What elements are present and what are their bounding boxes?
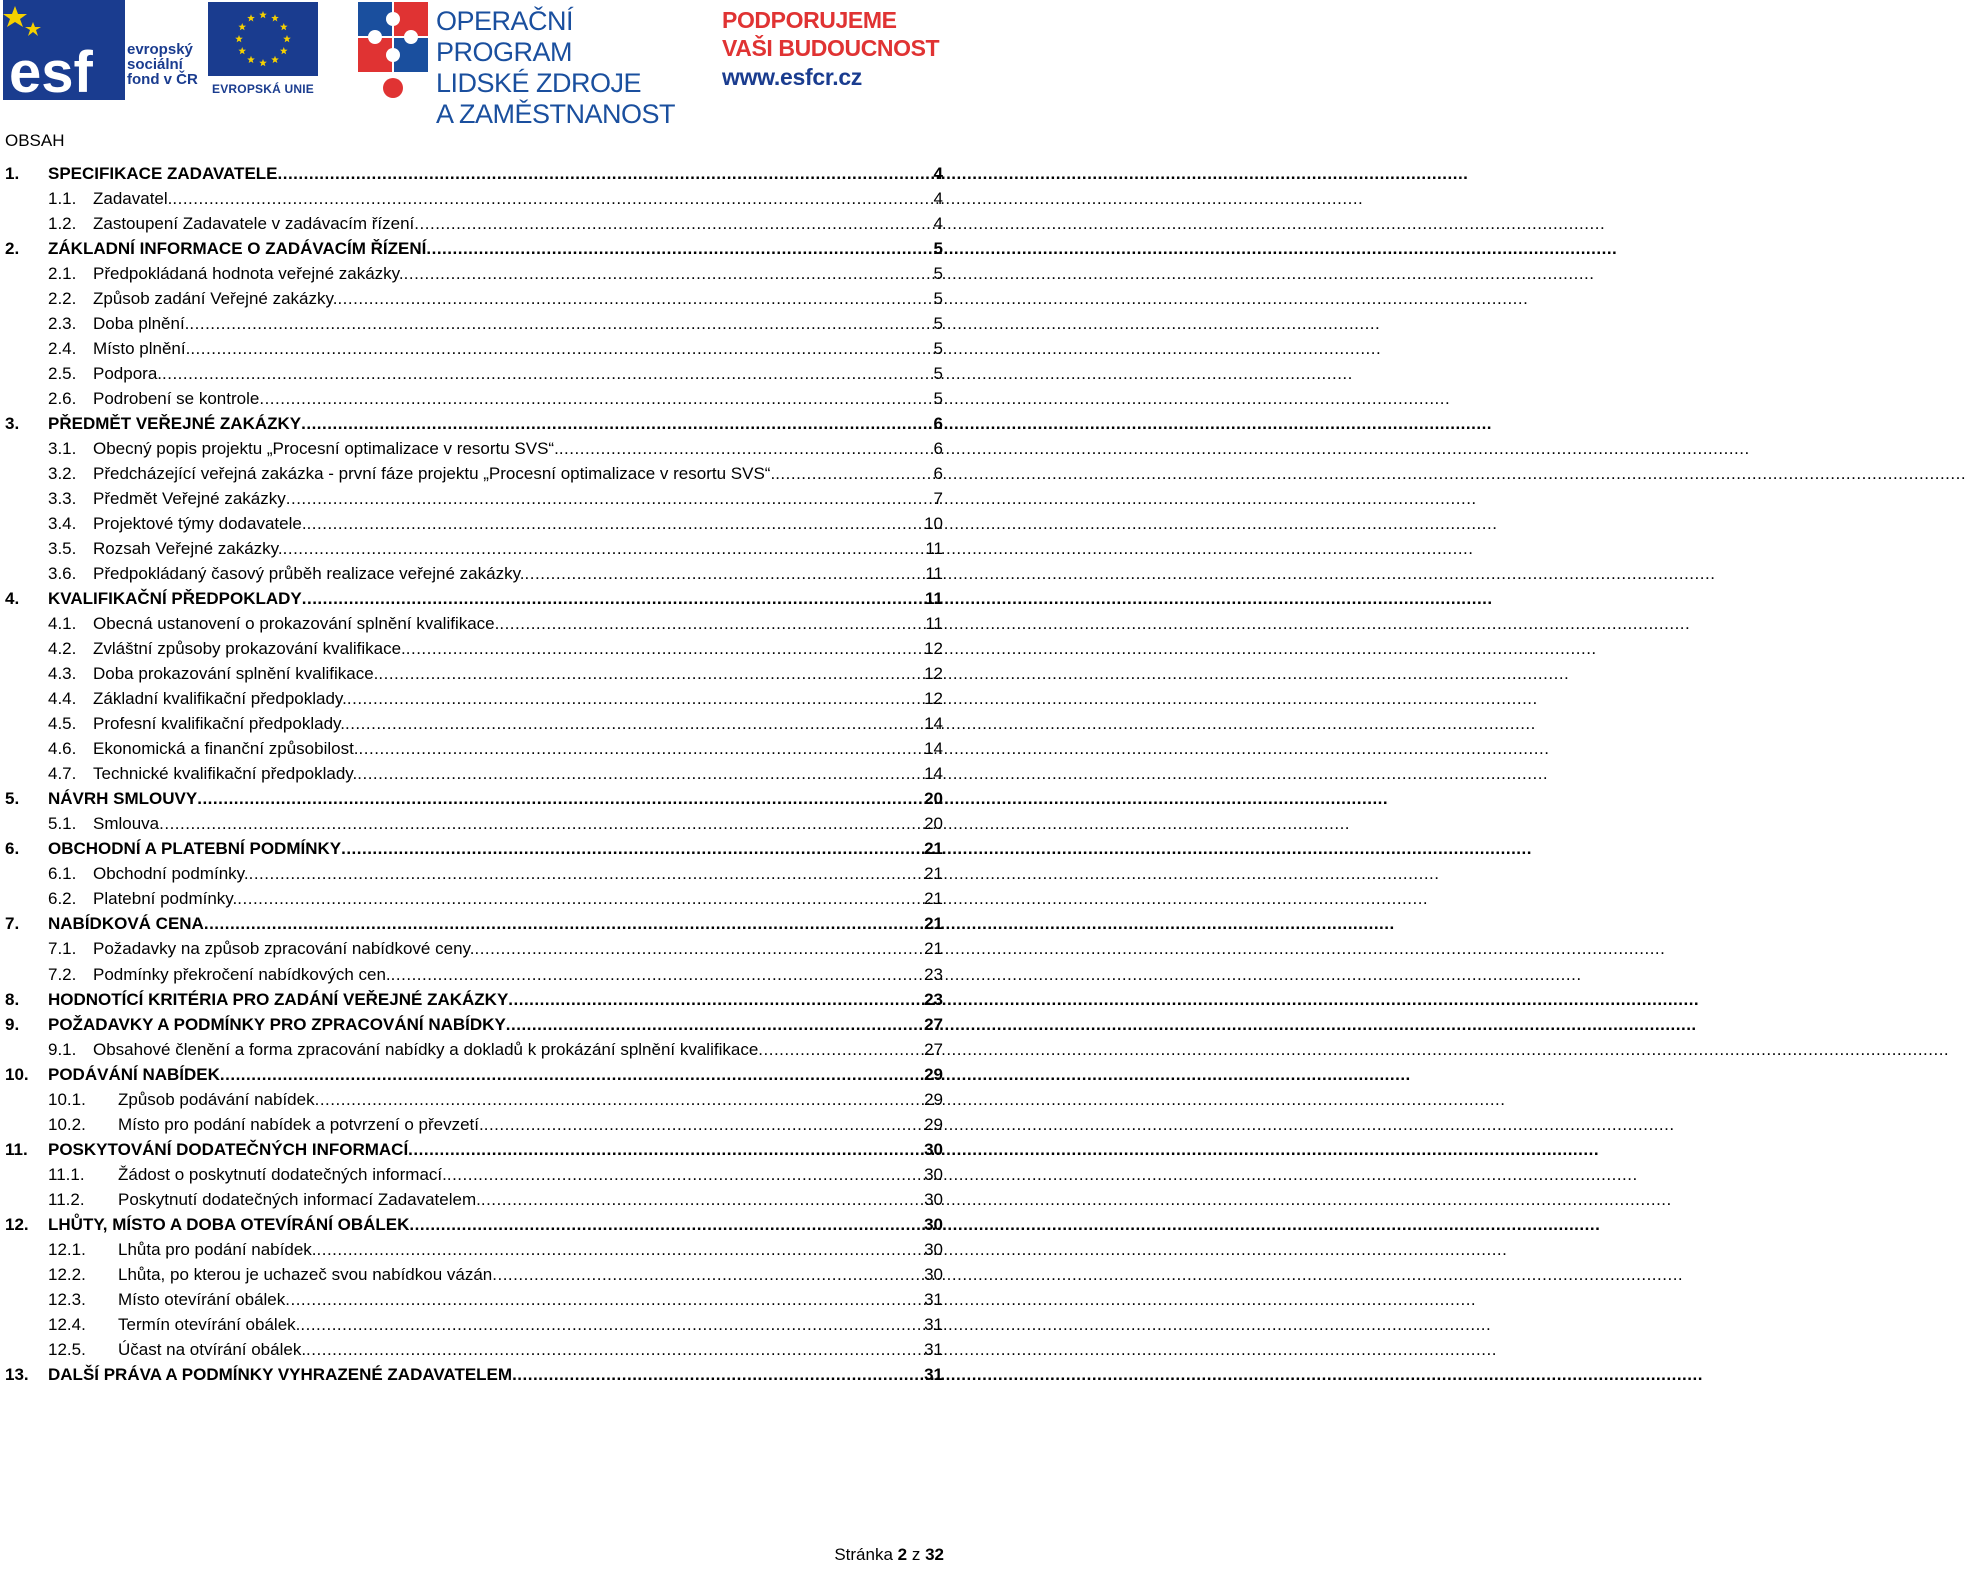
toc-entry-number: 7.1. bbox=[48, 939, 77, 959]
toc-entry-title: Účast na otvírání obálek. bbox=[118, 1339, 307, 1359]
toc-dot-leader bbox=[506, 1012, 921, 1037]
toc-entry[interactable] bbox=[5, 1137, 943, 1162]
toc-entry-page: 20 bbox=[924, 789, 943, 809]
toc-entry[interactable] bbox=[5, 436, 943, 461]
toc-entry-title: Místo plnění. bbox=[93, 339, 191, 359]
toc-entry[interactable] bbox=[5, 711, 943, 736]
header-logos bbox=[0, 0, 960, 129]
toc-entry-page: 5 bbox=[933, 339, 943, 359]
toc-entry-page: 14 bbox=[924, 714, 943, 734]
footer-separator: z bbox=[911, 1545, 921, 1564]
toc-entry-page: 6 bbox=[933, 464, 943, 484]
toc-entry-page: 10 bbox=[924, 514, 943, 534]
toc-dot-leader bbox=[162, 361, 931, 386]
toc-entry-page: 11 bbox=[925, 589, 943, 609]
toc-entry-page: 23 bbox=[924, 989, 943, 1009]
toc-entry[interactable] bbox=[5, 1362, 943, 1387]
toc-entry[interactable] bbox=[5, 936, 943, 961]
toc-entry-number: 1.2. bbox=[48, 214, 77, 234]
toc-entry-number: 6.2. bbox=[48, 889, 77, 909]
esf-logo-mark bbox=[3, 0, 125, 105]
toc-dot-leader bbox=[259, 386, 930, 411]
toc-entry-page: 21 bbox=[924, 864, 943, 884]
toc-entry-page: 30 bbox=[924, 1189, 943, 1209]
toc-entry-number: 3.6. bbox=[48, 564, 77, 584]
table-of-contents bbox=[5, 161, 943, 1387]
toc-dot-leader bbox=[408, 1137, 921, 1162]
toc-entry-page: 21 bbox=[924, 889, 943, 909]
toc-entry-number: 12.4. bbox=[48, 1314, 86, 1334]
svg-text:esf: esf bbox=[9, 40, 93, 105]
toc-entry-number: 12.5. bbox=[48, 1339, 86, 1359]
toc-entry-page: 31 bbox=[924, 1339, 943, 1359]
toc-entry-title: POŽADAVKY A PODMÍNKY PRO ZPRACOVÁNÍ NABÍDKY bbox=[48, 1014, 506, 1034]
toc-entry-number: 2.2. bbox=[48, 289, 77, 309]
toc-dot-leader bbox=[347, 686, 921, 711]
toc-entry-number: 3.3. bbox=[48, 489, 77, 509]
toc-entry-number: 2.5. bbox=[48, 364, 77, 384]
toc-dot-leader bbox=[190, 336, 930, 361]
toc-entry-number: 3.4. bbox=[48, 514, 77, 534]
toc-entry-number: 3.1. bbox=[48, 439, 77, 459]
support-line2: VAŠI BUDOUCNOST bbox=[722, 35, 940, 61]
toc-entry-title: OBCHODNÍ A PLATEBNÍ PODMÍNKY bbox=[48, 839, 342, 859]
toc-entry-number: 2.4. bbox=[48, 339, 77, 359]
toc-entry-title: Obchodní podmínky. bbox=[93, 864, 249, 884]
toc-entry-page: 30 bbox=[924, 1214, 943, 1234]
esf-line3: fond v ČR bbox=[127, 71, 198, 88]
toc-entry-title: Místo otevírání obálek bbox=[118, 1289, 286, 1309]
toc-dot-leader bbox=[359, 736, 922, 761]
toc-entry-number: 4.1. bbox=[48, 614, 77, 634]
toc-dot-leader bbox=[525, 561, 923, 586]
toc-entry[interactable] bbox=[5, 236, 943, 261]
toc-entry-title: Předpokládaný časový průběh realizace veřejné zakázky. bbox=[93, 564, 525, 584]
toc-entry-number: 4.6. bbox=[48, 739, 77, 759]
toc-entry-title: HODNOTÍCÍ KRITÉRIA PRO ZADÁNÍ VEŘEJNÉ ZAKÁZKY bbox=[48, 989, 509, 1009]
toc-entry-page: 21 bbox=[924, 914, 943, 934]
toc-entry[interactable] bbox=[5, 186, 943, 211]
toc-dot-leader bbox=[345, 711, 921, 736]
toc-dot-leader bbox=[283, 536, 923, 561]
toc-entry-page: 4 bbox=[933, 189, 943, 209]
toc-entry-title: Smlouva bbox=[93, 814, 160, 834]
toc-entry-title: Podrobení se kontrole bbox=[93, 389, 260, 409]
toc-entry[interactable] bbox=[5, 1012, 943, 1037]
toc-dot-leader bbox=[249, 861, 921, 886]
toc-dot-leader bbox=[499, 611, 922, 636]
footer-prefix: Stránka bbox=[834, 1545, 893, 1564]
toc-entry-title: Zadavatel. bbox=[93, 189, 173, 209]
op-line1: OPERAČNÍ PROGRAM bbox=[436, 6, 574, 67]
toc-entry[interactable] bbox=[5, 1187, 943, 1212]
op-logo bbox=[358, 0, 688, 129]
toc-dot-leader bbox=[508, 987, 921, 1012]
eu-logo bbox=[208, 2, 318, 102]
toc-dot-leader bbox=[159, 811, 921, 836]
toc-entry-title: Podmínky překročení nabídkových cen. bbox=[93, 964, 391, 984]
toc-entry-title: Lhůta pro podání nabídek. bbox=[118, 1239, 317, 1259]
toc-entry-title: Termín otevírání obálek. bbox=[118, 1314, 301, 1334]
footer-current-page: 2 bbox=[897, 1545, 908, 1564]
toc-entry-page: 21 bbox=[924, 839, 943, 859]
toc-dot-leader bbox=[357, 761, 921, 786]
puzzle-icon bbox=[358, 0, 430, 100]
toc-entry-number: 7.2. bbox=[48, 964, 77, 984]
toc-entry-number: 10. bbox=[5, 1064, 29, 1084]
toc-entry-number: 11.1. bbox=[48, 1164, 85, 1184]
toc-entry-number: 4.7. bbox=[48, 764, 77, 784]
toc-entry-title: Profesní kvalifikační předpoklady. bbox=[93, 714, 345, 734]
toc-entry-page: 27 bbox=[924, 1039, 943, 1059]
toc-entry[interactable] bbox=[5, 586, 943, 611]
toc-dot-leader bbox=[406, 636, 921, 661]
op-logo-text bbox=[436, 6, 688, 130]
toc-entry-number: 3. bbox=[5, 414, 20, 434]
toc-entry-title: Obecná ustanovení o prokazování splnění kvalifikace. bbox=[93, 614, 500, 634]
toc-entry-page: 4 bbox=[933, 214, 943, 234]
toc-dot-leader bbox=[409, 1212, 921, 1237]
toc-entry-title: Způsob podávání nabídek bbox=[118, 1089, 315, 1109]
toc-dot-leader bbox=[278, 161, 931, 186]
toc-entry[interactable] bbox=[5, 311, 943, 336]
toc-entry[interactable] bbox=[5, 636, 943, 661]
toc-entry-page: 23 bbox=[924, 964, 943, 984]
toc-entry-number: 1. bbox=[5, 164, 20, 183]
toc-entry-page: 29 bbox=[924, 1064, 943, 1084]
toc-entry-number: 2.1. bbox=[48, 264, 77, 284]
toc-entry-number: 4.4. bbox=[48, 689, 77, 709]
toc-entry-page: 31 bbox=[924, 1364, 943, 1384]
toc-entry-page: 12 bbox=[924, 664, 943, 684]
toc-dot-leader bbox=[172, 186, 930, 211]
toc-entry[interactable] bbox=[5, 786, 943, 811]
toc-dot-leader bbox=[306, 1337, 921, 1362]
esf-line1: evropský bbox=[127, 41, 193, 58]
toc-entry[interactable] bbox=[5, 1162, 943, 1187]
support-logo bbox=[722, 6, 954, 102]
toc-entry[interactable] bbox=[5, 261, 943, 286]
toc-entry[interactable] bbox=[5, 886, 943, 911]
toc-entry[interactable] bbox=[5, 211, 943, 236]
toc-entry-title: Doba plnění. bbox=[93, 314, 190, 334]
toc-entry-title: Zastoupení Zadavatele v zadávacím řízení bbox=[93, 214, 415, 234]
toc-entry-page: 30 bbox=[924, 1264, 943, 1284]
toc-entry[interactable] bbox=[5, 486, 943, 511]
toc-entry-title: Projektové týmy dodavatele. bbox=[93, 514, 307, 534]
toc-entry-title: Doba prokazování splnění kvalifikace. bbox=[93, 664, 379, 684]
toc-entry[interactable] bbox=[5, 461, 943, 486]
toc-entry[interactable] bbox=[5, 1237, 943, 1262]
toc-dot-leader bbox=[189, 311, 930, 336]
footer-total-pages: 32 bbox=[925, 1545, 944, 1564]
toc-entry[interactable] bbox=[5, 811, 943, 836]
toc-entry-title: Obecný popis projektu „Procesní optimalizace v resortu SVS“. bbox=[93, 439, 559, 459]
toc-entry[interactable] bbox=[5, 686, 943, 711]
toc-entry-title: Obsahové členění a forma zpracování nabídky a dokladů k prokázání splnění kvalifikace bbox=[93, 1039, 759, 1059]
toc-entry-title: Požadavky na způsob zpracování nabídkové ceny. bbox=[93, 939, 475, 959]
toc-entry-title: Místo pro podání nabídek a potvrzení o převzetí. bbox=[118, 1114, 484, 1134]
toc-entry-number: 4. bbox=[5, 589, 20, 609]
toc-dot-leader bbox=[447, 1162, 921, 1187]
toc-dot-leader bbox=[204, 911, 921, 936]
toc-entry-title: Žádost o poskytnutí dodatečných informací. bbox=[118, 1164, 447, 1184]
toc-entry-title: NABÍDKOVÁ CENA bbox=[48, 914, 204, 934]
toc-dot-leader bbox=[414, 211, 930, 236]
toc-entry-page: 12 bbox=[924, 689, 943, 709]
toc-entry-number: 7. bbox=[5, 914, 20, 934]
toc-entry-page: 14 bbox=[924, 764, 943, 784]
toc-entry-title: Základní kvalifikační předpoklady. bbox=[93, 689, 347, 709]
toc-entry[interactable] bbox=[5, 411, 943, 436]
toc-entry-page: 5 bbox=[933, 389, 943, 409]
toc-entry[interactable] bbox=[5, 1337, 943, 1362]
toc-entry-number: 6.1. bbox=[48, 864, 77, 884]
toc-dot-leader bbox=[302, 586, 922, 611]
toc-entry-page: 5 bbox=[933, 364, 943, 384]
toc-entry[interactable] bbox=[5, 761, 943, 786]
toc-dot-leader bbox=[559, 436, 931, 461]
toc-entry-title: Zvláštní způsoby prokazování kvalifikace. bbox=[93, 639, 406, 659]
toc-dot-leader bbox=[220, 1062, 921, 1087]
toc-entry-page: 27 bbox=[924, 1014, 943, 1034]
toc-dot-leader bbox=[391, 962, 921, 987]
toc-entry-title: NÁVRH SMLOUVY bbox=[48, 789, 198, 809]
toc-entry[interactable] bbox=[5, 161, 943, 186]
toc-entry-number: 10.2. bbox=[48, 1114, 86, 1134]
toc-entry[interactable] bbox=[5, 336, 943, 361]
toc-dot-leader bbox=[317, 1237, 922, 1262]
toc-entry-number: 3.2. bbox=[48, 464, 77, 484]
toc-dot-leader bbox=[300, 1312, 921, 1337]
support-url: www.esfcr.cz bbox=[722, 64, 863, 90]
toc-entry[interactable] bbox=[5, 1312, 943, 1337]
toc-entry-number: 8. bbox=[5, 989, 20, 1009]
toc-entry[interactable] bbox=[5, 511, 943, 536]
toc-entry-page: 21 bbox=[924, 939, 943, 959]
toc-dot-leader bbox=[484, 1112, 921, 1137]
toc-entry-number: 3.5. bbox=[48, 539, 77, 559]
toc-entry-title: Technické kvalifikační předpoklady. bbox=[93, 764, 358, 784]
toc-dot-leader bbox=[492, 1262, 921, 1287]
toc-entry-title: SPECIFIKACE ZADAVATELE bbox=[48, 164, 278, 183]
toc-entry-page: 5 bbox=[933, 264, 943, 284]
toc-heading: OBSAH bbox=[5, 131, 65, 150]
toc-dot-leader bbox=[474, 936, 921, 961]
toc-entry-number: 5.1. bbox=[48, 814, 77, 834]
toc-entry[interactable] bbox=[5, 1087, 943, 1112]
toc-dot-leader bbox=[315, 1087, 921, 1112]
eu-flag-icon bbox=[208, 2, 318, 76]
toc-entry-title: Platební podmínky. bbox=[93, 889, 238, 909]
toc-entry-page: 5 bbox=[933, 314, 943, 334]
toc-entry[interactable] bbox=[5, 1262, 943, 1287]
toc-entry-title: ZÁKLADNÍ INFORMACE O ZADÁVACÍM ŘÍZENÍ bbox=[48, 239, 427, 259]
toc-entry-number: 11. bbox=[5, 1139, 28, 1159]
toc-entry-page: 5 bbox=[933, 289, 943, 309]
toc-entry[interactable] bbox=[5, 1287, 943, 1312]
toc-entry[interactable] bbox=[5, 736, 943, 761]
toc-dot-leader bbox=[341, 836, 921, 861]
page-footer bbox=[834, 1544, 944, 1566]
toc-entry[interactable] bbox=[5, 1112, 943, 1137]
toc-entry-title: PŘEDMĚT VEŘEJNÉ ZAKÁZKY bbox=[48, 414, 302, 434]
toc-entry-number: 12. bbox=[5, 1214, 29, 1234]
eu-logo-text: EVROPSKÁ UNIE bbox=[212, 82, 314, 96]
toc-entry-number: 1.1. bbox=[48, 189, 77, 209]
toc-entry[interactable] bbox=[5, 661, 943, 686]
toc-entry-number: 9.1. bbox=[48, 1039, 77, 1059]
toc-entry-page: 4 bbox=[933, 164, 943, 183]
toc-entry-number: 12.1. bbox=[48, 1239, 86, 1259]
toc-entry-number: 11.2. bbox=[48, 1189, 85, 1209]
toc-entry-page: 31 bbox=[924, 1314, 943, 1334]
toc-entry-title: Lhůta, po kterou je uchazeč svou nabídkou vázán bbox=[118, 1264, 493, 1284]
toc-entry-title: KVALIFIKAČNÍ PŘEDPOKLADY bbox=[48, 589, 302, 609]
toc-entry-page: 6 bbox=[933, 439, 943, 459]
toc-entry-number: 2. bbox=[5, 239, 20, 259]
toc-dot-leader bbox=[301, 411, 930, 436]
toc-dot-leader bbox=[481, 1187, 921, 1212]
toc-dot-leader bbox=[237, 886, 921, 911]
toc-entry-title: Způsob zadání Veřejné zakázky. bbox=[93, 289, 338, 309]
toc-entry-title: Podpora. bbox=[93, 364, 162, 384]
toc-entry-number: 4.5. bbox=[48, 714, 77, 734]
toc-entry-page: 31 bbox=[924, 1289, 943, 1309]
toc-entry-number: 9. bbox=[5, 1014, 20, 1034]
toc-dot-leader bbox=[775, 461, 930, 486]
toc-entry-title: Poskytnutí dodatečných informací Zadavatelem. bbox=[118, 1189, 481, 1209]
toc-entry-number: 2.3. bbox=[48, 314, 77, 334]
toc-entry-page: 29 bbox=[924, 1114, 943, 1134]
toc-entry[interactable] bbox=[5, 536, 943, 561]
toc-dot-leader bbox=[337, 286, 930, 311]
op-line2: LIDSKÉ ZDROJE bbox=[436, 68, 642, 98]
esf-line2: sociální bbox=[127, 56, 183, 73]
toc-dot-leader bbox=[307, 511, 922, 536]
toc-entry-page: 30 bbox=[924, 1164, 943, 1184]
toc-entry-title: Ekonomická a finanční způsobilost. bbox=[93, 739, 359, 759]
toc-dot-leader bbox=[197, 786, 921, 811]
toc-entry-title: Předpokládaná hodnota veřejné zakázky. bbox=[93, 264, 404, 284]
toc-entry-title: LHŮTY, MÍSTO A DOBA OTEVÍRÁNÍ OBÁLEK bbox=[48, 1214, 410, 1234]
toc-dot-leader bbox=[378, 661, 921, 686]
toc-entry[interactable] bbox=[5, 1212, 943, 1237]
toc-entry-page: 7 bbox=[933, 489, 943, 509]
support-line1: PODPORUJEME bbox=[722, 7, 897, 33]
toc-entry-page: 11 bbox=[925, 614, 943, 634]
toc-entry[interactable] bbox=[5, 836, 943, 861]
toc-entry-title: POSKYTOVÁNÍ DODATEČNÝCH INFORMACÍ bbox=[48, 1139, 409, 1159]
toc-entry[interactable] bbox=[5, 1037, 943, 1062]
toc-entry-title: DALŠÍ PRÁVA A PODMÍNKY VYHRAZENÉ ZADAVATELEM bbox=[48, 1364, 513, 1384]
toc-entry[interactable] bbox=[5, 962, 943, 987]
toc-entry-number: 4.2. bbox=[48, 639, 77, 659]
toc-entry-number: 12.3. bbox=[48, 1289, 86, 1309]
op-line3: A ZAMĚSTNANOST bbox=[436, 99, 676, 129]
toc-entry-title: Předcházející veřejná zakázka - první fáze projektu „Procesní optimalizace v resortu SVS“. bbox=[93, 464, 776, 484]
toc-entry-title: PODÁVÁNÍ NABÍDEK bbox=[48, 1064, 220, 1084]
toc-entry-page: 30 bbox=[924, 1139, 943, 1159]
toc-entry-page: 20 bbox=[924, 814, 943, 834]
toc-dot-leader bbox=[758, 1037, 921, 1062]
toc-entry[interactable] bbox=[5, 1062, 943, 1087]
toc-entry-page: 29 bbox=[924, 1089, 943, 1109]
toc-entry-title: Předmět Veřejné zakázky bbox=[93, 489, 286, 509]
toc-entry[interactable] bbox=[5, 861, 943, 886]
toc-entry[interactable] bbox=[5, 561, 943, 586]
toc-entry[interactable] bbox=[5, 911, 943, 936]
toc-entry-page: 11 bbox=[925, 564, 943, 584]
toc-entry[interactable] bbox=[5, 987, 943, 1012]
toc-entry[interactable] bbox=[5, 386, 943, 411]
toc-dot-leader bbox=[285, 1287, 921, 1312]
toc-entry-page: 14 bbox=[924, 739, 943, 759]
toc-entry[interactable] bbox=[5, 611, 943, 636]
toc-entry-page: 11 bbox=[925, 539, 943, 559]
toc-dot-leader bbox=[404, 261, 931, 286]
toc-entry-page: 30 bbox=[924, 1239, 943, 1259]
toc-entry-title: Rozsah Veřejné zakázky. bbox=[93, 539, 283, 559]
toc-entry-number: 6. bbox=[5, 839, 20, 859]
toc-entry[interactable] bbox=[5, 361, 943, 386]
toc-entry-number: 12.2. bbox=[48, 1264, 86, 1284]
toc-dot-leader bbox=[426, 236, 930, 261]
toc-entry-number: 13. bbox=[5, 1364, 29, 1384]
toc-entry-page: 12 bbox=[924, 639, 943, 659]
toc-entry-number: 10.1. bbox=[48, 1089, 86, 1109]
toc-entry-number: 4.3. bbox=[48, 664, 77, 684]
toc-entry-page: 5 bbox=[933, 239, 943, 259]
toc-dot-leader bbox=[286, 486, 931, 511]
toc-entry-number: 2.6. bbox=[48, 389, 77, 409]
toc-entry[interactable] bbox=[5, 286, 943, 311]
toc-entry-page: 6 bbox=[933, 414, 943, 434]
esf-logo bbox=[3, 0, 199, 105]
esf-logo-text bbox=[127, 42, 198, 87]
toc-entry-number: 5. bbox=[5, 789, 20, 809]
toc-dot-leader bbox=[512, 1362, 921, 1387]
